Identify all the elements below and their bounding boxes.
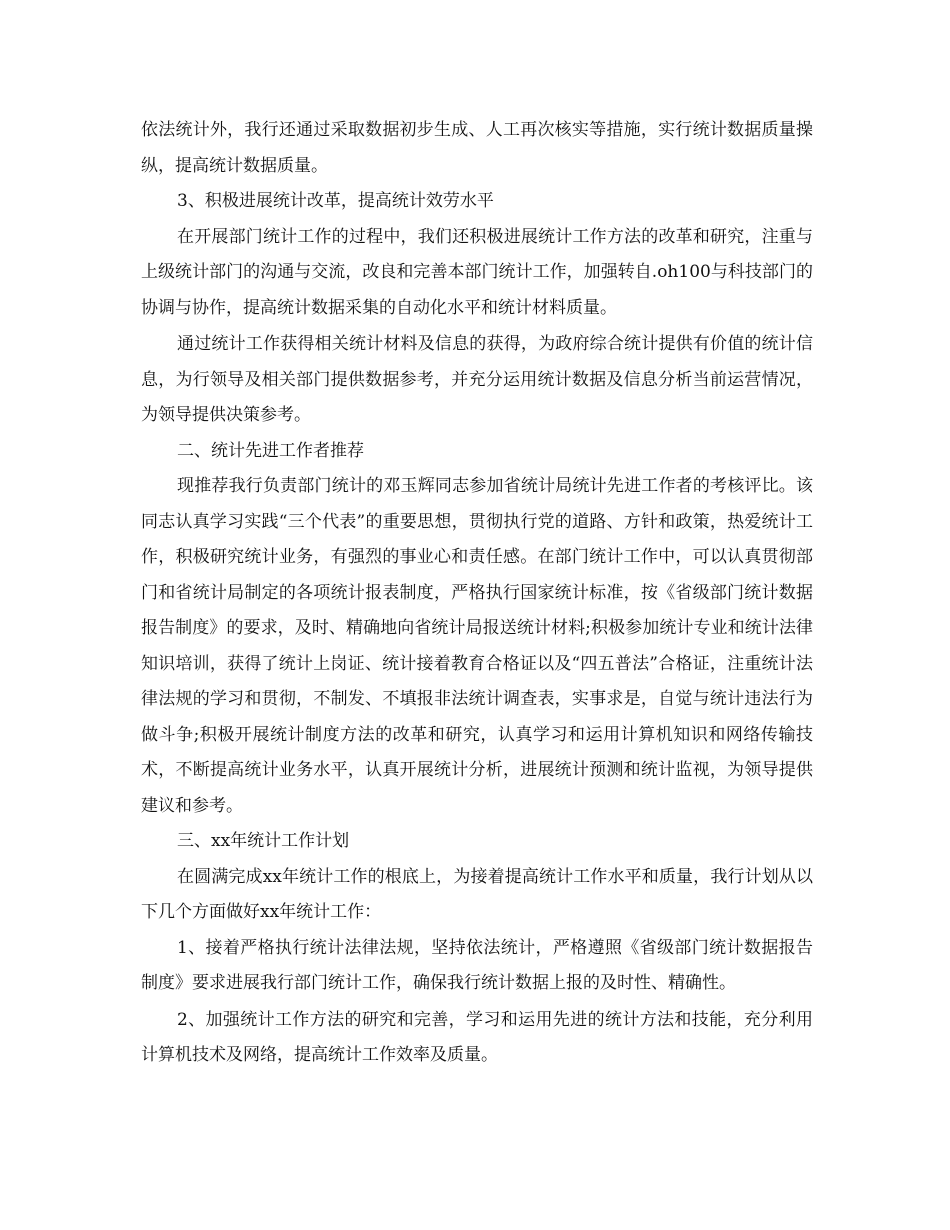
document-body xyxy=(141,113,813,1074)
list-item: 1、接着严格执行统计法律法规，坚持依法统计，严格遵照《省级部门统计数据报告制度》要求进展我行部门统计工作，确保我行统计数据上报的及时性、精确性。 xyxy=(141,937,813,993)
list-item: 2、加强统计工作方法的研究和完善，学习和运用先进的统计方法和技能，充分利用计算机技术及网络，提高统计工作效率及质量。 xyxy=(141,1009,813,1065)
paragraph: 现推荐我行负责部门统计的邓玉辉同志参加省统计局统计先进工作者的考核评比。该同志认真学习实践“三个代表”的重要思想，贯彻执行党的道路、方针和政策，热爱统计工作，积极研究统计业务，有强烈的事业心和责任感。在部门统计工作中，可以认真贯彻部门和省统计局制定的各项统计报表制度，严格执行国家统计标准，按《省级部门统计数据报告制度》的要求，及时、精确地向省统计局报送统计材料;积极参加统计专业和统计法律知识培训，获得了统计上岗证、统计接着教育合格证以及“四五普法”合格证，注重统计法律法规的学习和贯彻，不制发、不填报非法统计调查表，实事求是，自觉与统计违法行为做斗争;积极开展统计制度方法的改革和研究，认真学习和运用计算机知识和网络传输技术，不断提高统计业务水平，认真开展统计分析，进展统计预测和统计监视，为领导提供建议和参考。 xyxy=(141,476,813,816)
paragraph: 在开展部门统计工作的过程中，我们还积极进展统计工作方法的改革和研究，注重与上级统计部门的沟通与交流，改良和完善本部门统计工作，加强转自.oh100与科技部门的协调与协作，提高统计数据采集的自动化水平和统计材料质量。 xyxy=(141,226,813,318)
section-heading: 三、xx年统计工作计划 xyxy=(177,831,350,851)
paragraph: 在圆满完成xx年统计工作的根底上，为接着提高统计工作水平和质量，我行计划从以下几个方面做好xx年统计工作： xyxy=(141,866,813,922)
paragraph: 依法统计外，我行还通过采取数据初步生成、人工再次核实等措施，实行统计数据质量操纵，提高统计数据质量。 xyxy=(141,120,813,176)
section-heading: 3、积极进展统计改革，提高统计效劳水平 xyxy=(177,191,494,211)
paragraph: 通过统计工作获得相关统计材料及信息的获得，为政府综合统计提供有价值的统计信息，为行领导及相关部门提供数据参考，并充分运用统计数据及信息分析当前运营情况，为领导提供决策参考。 xyxy=(141,334,813,425)
section-heading: 二、统计先进工作者推荐 xyxy=(177,440,364,461)
